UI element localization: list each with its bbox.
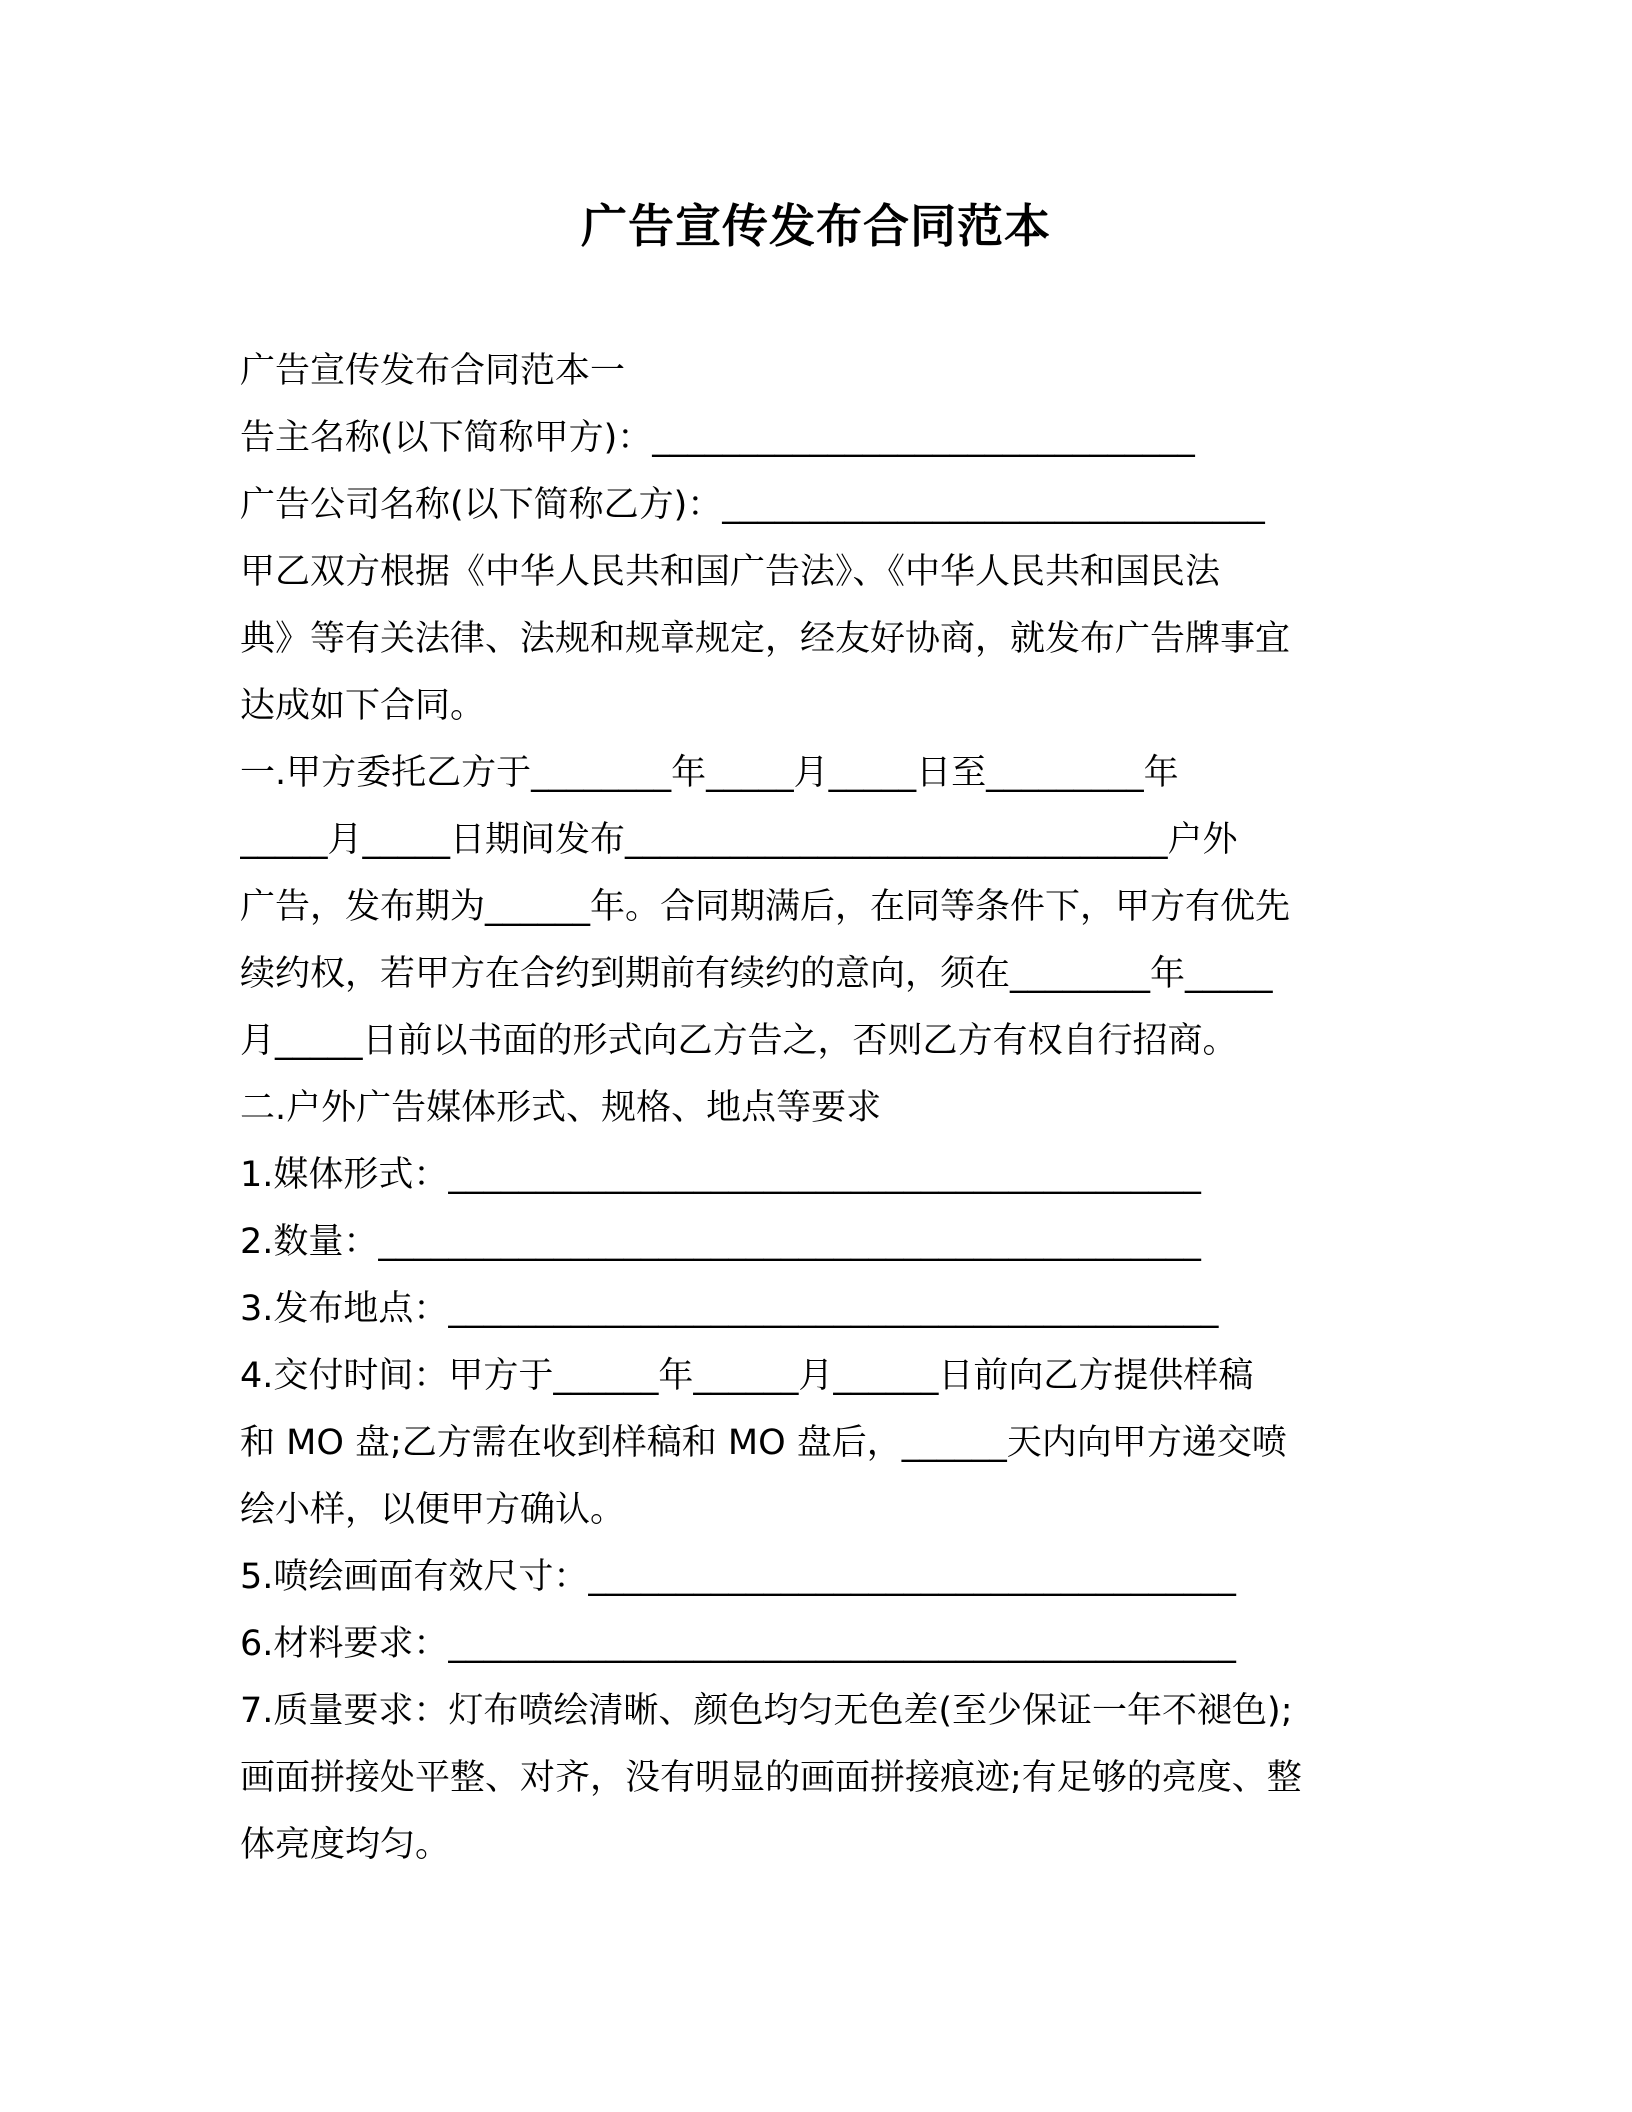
clause-2-heading: 二.户外广告媒体形式、规格、地点等要求 [240, 1088, 882, 1128]
item-1-media-form: 1.媒体形式：___________________________________________ [240, 1155, 1201, 1195]
item-4-line-3: 绘小样，以便甲方确认。 [240, 1490, 626, 1530]
clause-1-line-1: 一.甲方委托乙方于________年_____月_____日至_________年 [240, 753, 1179, 793]
item-2-quantity: 2.数量：_______________________________________________ [240, 1222, 1201, 1262]
item-7-line-2: 画面拼接处平整、对齐，没有明显的画面拼接痕迹;有足够的亮度、整 [240, 1758, 1302, 1798]
item-4-line-2: 和 MO 盘;乙方需在收到样稿和 MO 盘后，______天内向甲方递交喷 [240, 1423, 1287, 1463]
party-b-line: 广告公司名称(以下简称乙方)：_______________________________ [240, 485, 1265, 525]
clause-1-line-5: 月_____日前以书面的形式向乙方告之，否则乙方有权自行招商。 [240, 1021, 1238, 1061]
item-5-size: 5.喷绘画面有效尺寸：_____________________________________ [240, 1557, 1236, 1597]
document-body [240, 338, 1370, 1879]
item-7-line-3: 体亮度均匀。 [240, 1825, 451, 1865]
preamble-line-3: 达成如下合同。 [240, 686, 486, 726]
item-7-line-1: 7.质量要求：灯布喷绘清晰、颜色均匀无色差(至少保证一年不褪色); [240, 1691, 1293, 1731]
item-3-location: 3.发布地点：____________________________________________ [240, 1289, 1219, 1329]
document-title: 广告宣传发布合同范本 [581, 199, 1051, 253]
preamble-line-2: 典》等有关法律、法规和规章规定，经友好协商，就发布广告牌事宜 [240, 619, 1291, 659]
section-subtitle: 广告宣传发布合同范本一 [240, 351, 626, 391]
clause-1-line-4: 续约权，若甲方在合约到期前有续约的意向，须在________年_____ [240, 954, 1273, 994]
clause-1-line-2: _____月_____日期间发布_______________________________户外 [240, 820, 1238, 860]
party-a-line: 告主名称(以下简称甲方)：_______________________________ [240, 418, 1195, 458]
clause-1-line-3: 广告，发布期为______年。合同期满后，在同等条件下，甲方有优先 [240, 887, 1291, 927]
item-6-material: 6.材料要求：_____________________________________________ [240, 1624, 1236, 1664]
preamble-line-1: 甲乙双方根据《中华人民共和国广告法》、《中华人民共和国民法 [240, 552, 1221, 592]
item-4-line-1: 4.交付时间：甲方于______年______月______日前向乙方提供样稿 [240, 1356, 1254, 1396]
